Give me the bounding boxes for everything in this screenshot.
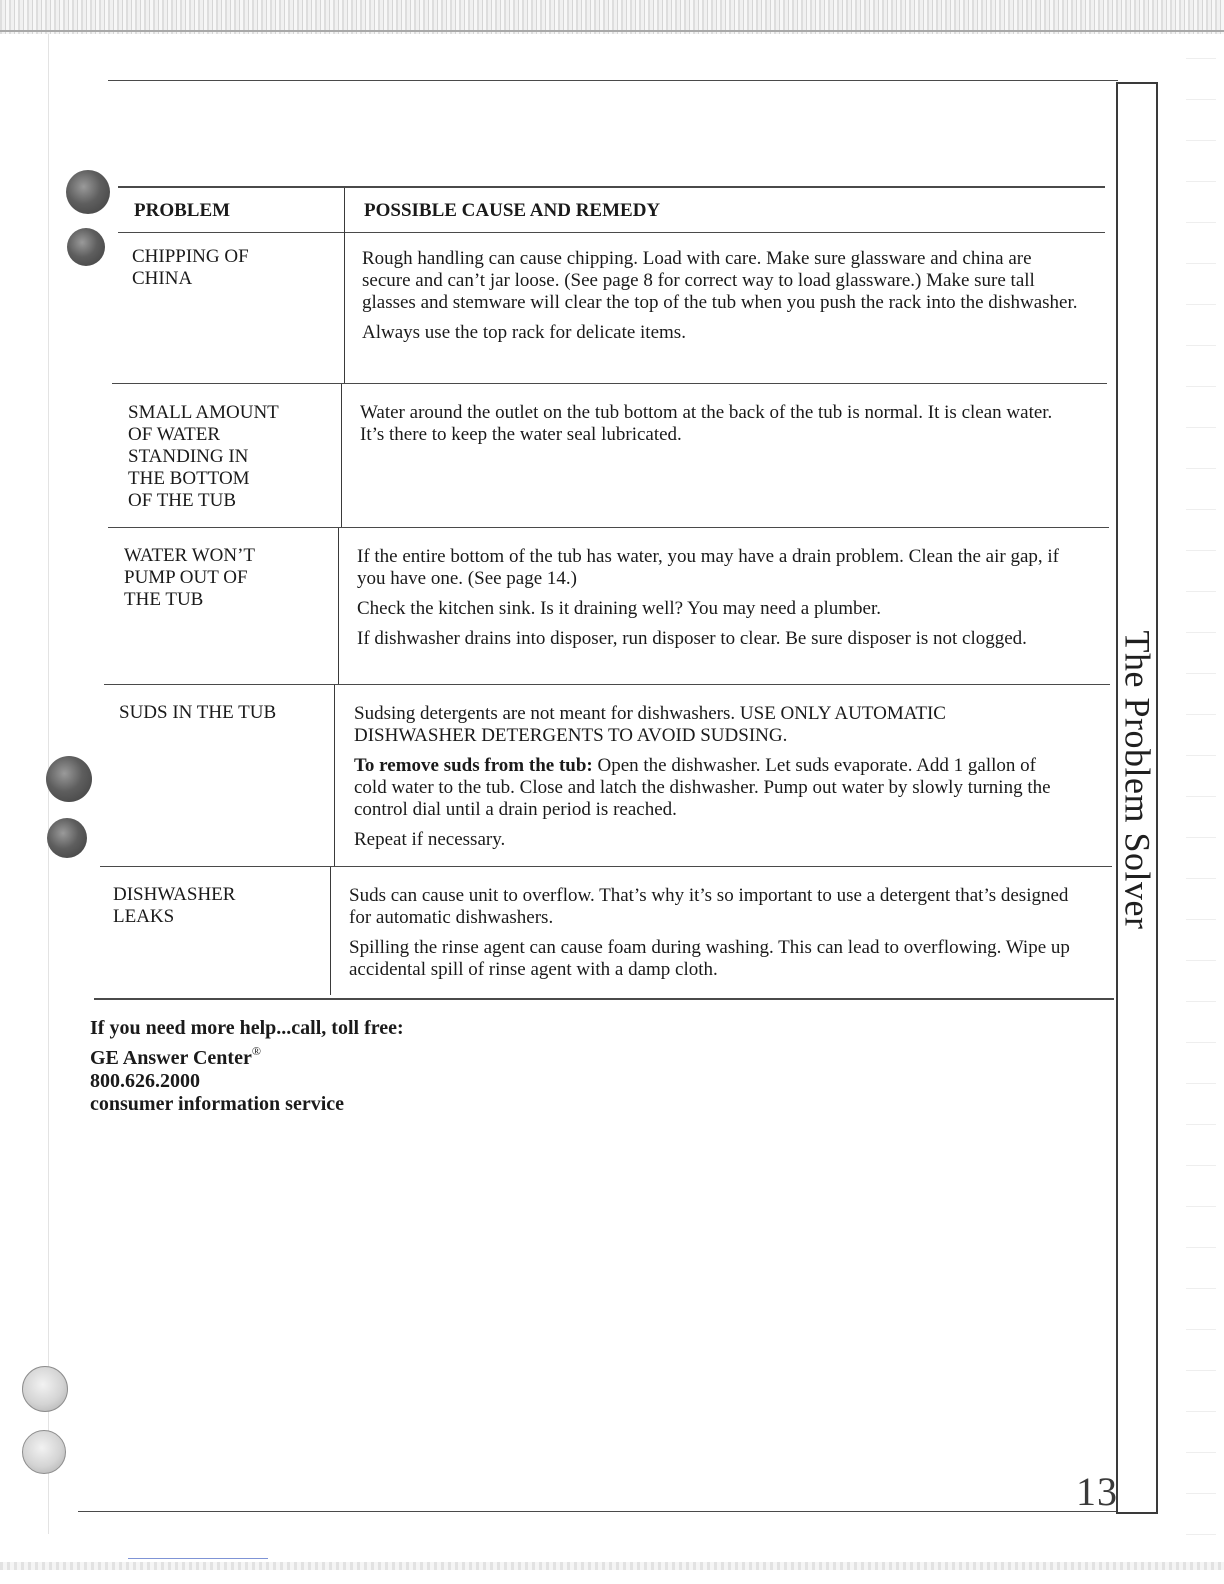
column-divider xyxy=(334,685,335,867)
remedy-paragraph: Repeat if necessary. xyxy=(354,829,506,850)
remedy-paragraph xyxy=(354,755,1072,821)
remedy-paragraph: Water around the outlet on the tub bottom at the back of the tub is normal. It is clean water. It’s there to keep the water seal lubricated. xyxy=(360,402,1053,445)
help-phone: 800.626.2000 xyxy=(90,1070,200,1092)
scan-bottom-edge xyxy=(0,1562,1224,1570)
remedy-bold-lead: To remove suds from the tub: xyxy=(354,755,593,776)
remedy-paragraph: Sudsing detergents are not meant for dishwashers. USE ONLY AUTOMATIC DISHWASHER DETERGENTS TO AVOID SUDSING. xyxy=(354,703,946,746)
registered-mark: ® xyxy=(251,1044,261,1058)
row-rule xyxy=(108,527,1109,528)
scan-right-edge xyxy=(1186,40,1216,1540)
page-number: 13 xyxy=(1076,1469,1118,1514)
remedy-cell xyxy=(360,402,1080,454)
remedy-cell xyxy=(362,248,1082,352)
help-center-name: GE Answer Center xyxy=(90,1047,252,1069)
remedy-paragraph: Spilling the rinse agent can cause foam during washing. This can lead to overflowing. Wipe up accidental spill of rinse agent with a damp cloth. xyxy=(349,937,1070,980)
help-center-line xyxy=(90,1040,404,1070)
binder-hole xyxy=(22,1430,66,1474)
remedy-cell xyxy=(354,703,1072,859)
remedy-cell xyxy=(357,546,1083,658)
column-divider xyxy=(330,867,331,995)
help-contact xyxy=(90,1017,404,1116)
table-bottom-rule xyxy=(94,998,1114,1000)
remedy-paragraph: Always use the top rack for delicate items. xyxy=(362,322,686,343)
remedy-cell xyxy=(349,885,1094,989)
binder-hole xyxy=(47,818,87,858)
binder-hole xyxy=(22,1366,68,1412)
binder-hole xyxy=(66,170,110,214)
problem-cell: SMALL AMOUNT OF WATER STANDING IN THE BOTTOM OF THE TUB xyxy=(128,402,279,511)
section-title-text: The Problem Solver xyxy=(1117,630,1158,930)
remedy-paragraph: If dishwasher drains into disposer, run disposer to clear. Be sure disposer is not clogged. xyxy=(357,628,1027,649)
top-rule xyxy=(108,80,1118,81)
problem-column-header: PROBLEM xyxy=(134,200,231,221)
column-divider xyxy=(344,188,345,384)
remedy-paragraph: Suds can cause unit to overflow. That’s why it’s so important to use a detergent that’s designed for automatic dishwashers. xyxy=(349,885,1069,928)
problem-cell: DISHWASHER LEAKS xyxy=(113,884,236,927)
row-rule xyxy=(100,866,1112,867)
help-heading: If you need more help...call, toll free: xyxy=(90,1017,404,1039)
row-rule xyxy=(112,383,1107,384)
table-top-rule xyxy=(118,186,1105,188)
scan-top-edge xyxy=(0,0,1224,34)
binder-hole xyxy=(46,756,92,802)
remedy-paragraph: If the entire bottom of the tub has water, you may have a drain problem. Clean the air gap, if you have one. (See page 14.) xyxy=(357,546,1060,589)
binder-hole xyxy=(67,228,105,266)
remedy-paragraph: Rough handling can cause chipping. Load with care. Make sure glassware and china are secure and can’t jar loose. (See page 8 for correct way to load glassware.) Make sure tall glasses and stemware will clear the top of the tub when you push the rack into the dishwasher. xyxy=(362,248,1078,313)
column-divider xyxy=(338,528,339,685)
bottom-rule xyxy=(78,1511,1118,1512)
remedy-column-header: POSSIBLE CAUSE AND REMEDY xyxy=(364,200,661,221)
remedy-paragraph: Check the kitchen sink. Is it draining well? You may need a plumber. xyxy=(357,598,881,619)
help-service: consumer information service xyxy=(90,1093,345,1115)
problem-cell: SUDS IN THE TUB xyxy=(119,702,277,723)
section-title xyxy=(1116,620,1158,940)
header-rule xyxy=(118,232,1105,233)
remedy-text: Open the dishwasher. Let suds evaporate. Add 1 gallon of cold water to the tub. Close and latch the dishwasher. Pump out water by slowly turning the control dial until a drain period is reached. xyxy=(354,755,1051,820)
row-rule xyxy=(104,684,1110,685)
column-divider xyxy=(341,384,342,528)
problem-cell: CHIPPING OF CHINA xyxy=(132,246,249,289)
scan-bottom-mark xyxy=(128,1558,268,1559)
problem-cell: WATER WON’T PUMP OUT OF THE TUB xyxy=(124,545,256,610)
